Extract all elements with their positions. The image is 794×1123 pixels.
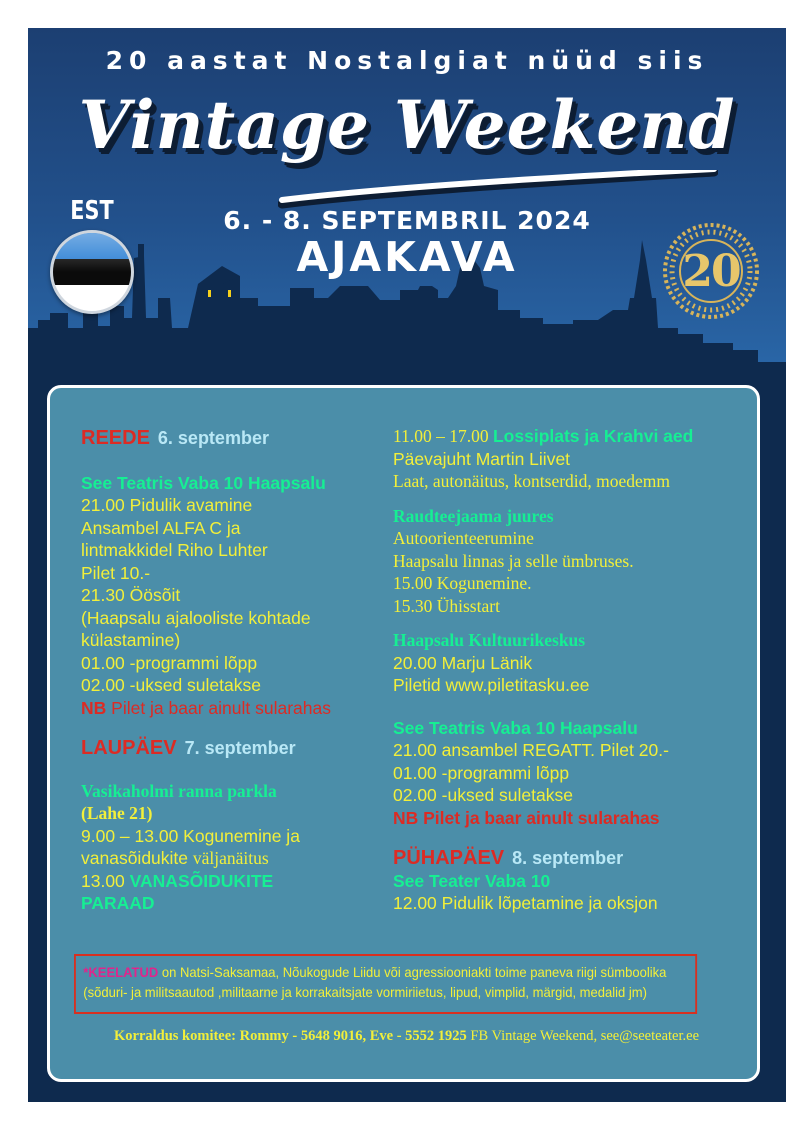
schedule-line: 15.30 Ühisstart	[393, 595, 500, 616]
friday-heading	[81, 427, 331, 450]
day-date: 7. september	[184, 738, 296, 758]
prohibited-symbols-notice	[74, 954, 697, 1014]
day-date: 6. september	[157, 428, 269, 448]
daytime-hours: 11.00 – 17.00	[393, 426, 493, 446]
day-date: 8. september	[512, 848, 624, 868]
schedule-line: Piletid www.piletitasku.ee	[393, 675, 590, 695]
event-dates: 6. - 8. SEPTEMBRIL 2024	[223, 206, 591, 235]
nb-text: Pilet ja baar ainult sularahas	[106, 697, 331, 718]
culture-venue: Haapsalu Kultuurikeskus	[393, 630, 586, 650]
nb-label: NB	[81, 697, 107, 718]
organizer-contacts: Korraldus komitee: Rommy - 5648 9016, Eve - 5552 1925	[113, 1028, 467, 1044]
schedule-line: Ansambel ALFA C ja	[81, 517, 241, 538]
schedule-line: Pilet 10.-	[81, 562, 151, 583]
notice-line	[83, 962, 688, 982]
schedule-line	[81, 847, 331, 870]
schedule-line: Haapsalu linnas ja selle ümbruses.	[393, 550, 634, 571]
sunday-heading	[393, 847, 693, 870]
schedule-panel	[47, 385, 760, 1082]
daytime-venue: Lossiplats ja Krahvi aed	[492, 426, 694, 446]
saturday-venue: Vasikaholmi ranna parkla	[81, 780, 277, 801]
day-name: LAUPÄEV	[81, 737, 177, 759]
sunday-venue: See Teater Vaba 10	[393, 870, 551, 891]
schedule-line: külastamine)	[81, 630, 181, 650]
schedule-line: 9.00 – 13.00 Kogunemine ja	[81, 825, 300, 846]
line-part: vanasõidukite	[81, 848, 193, 868]
evening-venue: See Teatris Vaba 10 Haapsalu	[393, 717, 638, 738]
parade-line	[81, 870, 331, 893]
day-name: PÜHAPÄEV	[393, 847, 505, 869]
title-underline-swash	[278, 170, 718, 210]
rail-venue: Raudteejaama juures	[393, 505, 554, 526]
friday-venue: See Teatris Vaba 10 Haapsalu	[81, 472, 326, 493]
anniversary-badge-number: 20	[682, 246, 740, 297]
schedule-line: lintmakkidel Riho Luhter	[81, 540, 268, 560]
schedule-line: Autoorienteerumine	[393, 528, 534, 548]
poster	[28, 28, 786, 1102]
schedule-line: Päevajuht Martin Liivet	[393, 448, 571, 469]
parade-time: 13.00	[81, 870, 130, 891]
schedule-line: 01.00 -programmi lõpp	[393, 762, 570, 783]
saturday-heading	[81, 737, 331, 760]
schedule-left-column	[81, 427, 331, 915]
tagline: 20 aastat Nostalgiat nüüd siis	[105, 46, 709, 75]
country-label: EST	[70, 196, 114, 226]
schedule-right-column	[393, 425, 693, 915]
parade-title: VANASÕIDUKITE	[129, 870, 274, 891]
venue-address: (Lahe 21)	[81, 803, 153, 823]
schedule-line: 12.00 Pidulik lõpetamine ja oksjon	[393, 893, 658, 913]
parade-title-cont: PARAAD	[81, 893, 155, 913]
estonian-flag-icon	[50, 230, 134, 314]
line-part: väljanäitus	[192, 848, 269, 868]
organizer-links: FB Vintage Weekend, see@seeteater.ee	[466, 1028, 700, 1044]
schedule-line: Laat, autonäitus, kontserdid, moedemm	[393, 471, 671, 491]
notice-text: on Natsi-Saksamaa, Nõukogude Liidu või agressiooniakti toime paneva riigi sümboolika	[158, 964, 667, 980]
notice-line: (sõduri- ja militsaautod ,militaarne ja korrakaitsjate vormiriietus, lipud, vimplid, märgid, medalid jm)	[83, 984, 647, 1000]
schedule-line: 02.00 -uksed suletakse	[393, 785, 573, 805]
day-name: REEDE	[81, 427, 150, 449]
daytime-line	[393, 425, 693, 448]
cash-only-note	[81, 697, 331, 720]
schedule-line: 21.00 ansambel REGATT. Pilet 20.-	[393, 740, 669, 760]
schedule-line: 21.00 Pidulik avamine	[81, 495, 253, 515]
schedule-line: 20.00 Marju Länik	[393, 652, 533, 673]
schedule-line: 21.30 Öösõit	[81, 585, 181, 605]
cash-only-note: NB Pilet ja baar ainult sularahas	[393, 807, 660, 828]
event-title: Vintage Weekend	[78, 86, 736, 164]
organizer-footer	[50, 1028, 763, 1045]
notice-keyword: *KEELATUD	[83, 964, 159, 980]
schedule-line: 15.00 Kogunemine.	[393, 573, 532, 593]
schedule-heading: AJAKAVA	[296, 233, 518, 281]
schedule-line: 02.00 -uksed suletakse	[81, 675, 261, 695]
schedule-line: 01.00 -programmi lõpp	[81, 652, 258, 673]
schedule-line: (Haapsalu ajalooliste kohtade	[81, 607, 311, 628]
